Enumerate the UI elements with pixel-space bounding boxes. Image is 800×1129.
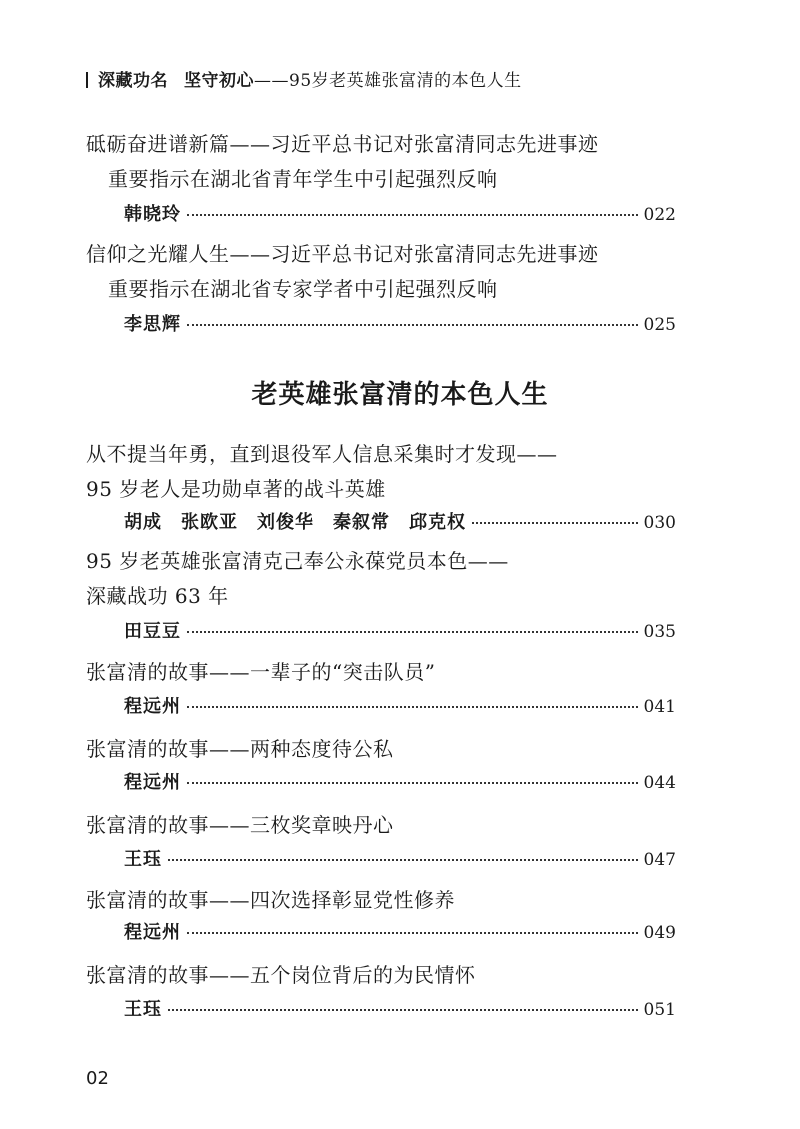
leader-dots bbox=[187, 782, 638, 784]
entry-title-line-1: 张富清的故事——三枚奖章映丹心 bbox=[86, 813, 394, 837]
entry-author-row bbox=[124, 508, 676, 534]
entry-author-row bbox=[124, 200, 676, 226]
entry-author-row bbox=[124, 692, 676, 718]
entry-author: 程远州 bbox=[124, 922, 181, 943]
section-title: 老英雄张富清的本色人生 bbox=[251, 380, 549, 410]
entry-author: 田豆豆 bbox=[124, 621, 181, 642]
entry-author-row bbox=[124, 918, 676, 944]
entry-title-line-1: 砥砺奋进谱新篇——习近平总书记对张富清同志先进事迹 bbox=[86, 132, 599, 156]
entry-author-row bbox=[124, 310, 676, 336]
entry-title-line-2: 95 岁老人是功勋卓著的战斗英雄 bbox=[86, 477, 386, 501]
entry-author: 王珏 bbox=[124, 999, 162, 1020]
leader-dots bbox=[187, 631, 638, 633]
entry-title-line-1: 从不提当年勇，直到退役军人信息采集时才发现—— bbox=[86, 442, 558, 466]
entry-page-number: 047 bbox=[643, 850, 676, 870]
entry-page-number: 035 bbox=[643, 622, 676, 642]
entry-author-row bbox=[124, 768, 676, 794]
entry-title-line-2: 深藏战功 63 年 bbox=[86, 584, 229, 608]
entry-page-number: 025 bbox=[643, 315, 676, 335]
entry-title-line-1: 95 岁老英雄张富清克己奉公永葆党员本色—— bbox=[86, 549, 509, 573]
page-folio: 02 bbox=[86, 1068, 109, 1089]
leader-dots bbox=[168, 859, 638, 861]
leader-dots bbox=[472, 522, 638, 524]
running-header bbox=[86, 66, 522, 91]
leader-dots bbox=[168, 1009, 638, 1011]
header-part-2: 坚守初心 bbox=[184, 71, 254, 91]
leader-dots bbox=[187, 214, 638, 216]
entry-author: 胡成 张欧亚 刘俊华 秦叙常 邱克权 bbox=[124, 512, 466, 533]
entry-page-number: 041 bbox=[643, 697, 676, 717]
header-part-1: 深藏功名 bbox=[98, 71, 168, 91]
entry-author: 程远州 bbox=[124, 696, 181, 717]
entry-page-number: 022 bbox=[643, 205, 676, 225]
entry-title-line-1: 张富清的故事——一辈子的“突击队员” bbox=[86, 660, 436, 684]
leader-dots bbox=[187, 706, 638, 708]
entry-title-line-2: 重要指示在湖北省青年学生中引起强烈反响 bbox=[108, 167, 498, 191]
header-bar bbox=[86, 72, 88, 88]
entry-author: 程远州 bbox=[124, 772, 181, 793]
leader-dots bbox=[187, 932, 638, 934]
entry-author: 韩晓玲 bbox=[124, 204, 181, 225]
entry-author-row bbox=[124, 617, 676, 643]
entry-title-line-1: 张富清的故事——四次选择彰显党性修养 bbox=[86, 888, 455, 912]
entry-author: 王珏 bbox=[124, 849, 162, 870]
header-part-3: ——95岁老英雄张富清的本色人生 bbox=[254, 71, 522, 91]
entry-title-line-1: 张富清的故事——两种态度待公私 bbox=[86, 737, 394, 761]
entry-title-line-1: 张富清的故事——五个岗位背后的为民情怀 bbox=[86, 963, 476, 987]
entry-page-number: 049 bbox=[643, 923, 676, 943]
entry-author: 李思辉 bbox=[124, 314, 181, 335]
leader-dots bbox=[187, 324, 638, 326]
entry-title-line-1: 信仰之光耀人生——习近平总书记对张富清同志先进事迹 bbox=[86, 242, 599, 266]
entry-author-row bbox=[124, 995, 676, 1021]
entry-title-line-2: 重要指示在湖北省专家学者中引起强烈反响 bbox=[108, 277, 498, 301]
entry-page-number: 051 bbox=[643, 1000, 676, 1020]
entry-page-number: 030 bbox=[643, 513, 676, 533]
entry-page-number: 044 bbox=[643, 773, 676, 793]
entry-author-row bbox=[124, 845, 676, 871]
